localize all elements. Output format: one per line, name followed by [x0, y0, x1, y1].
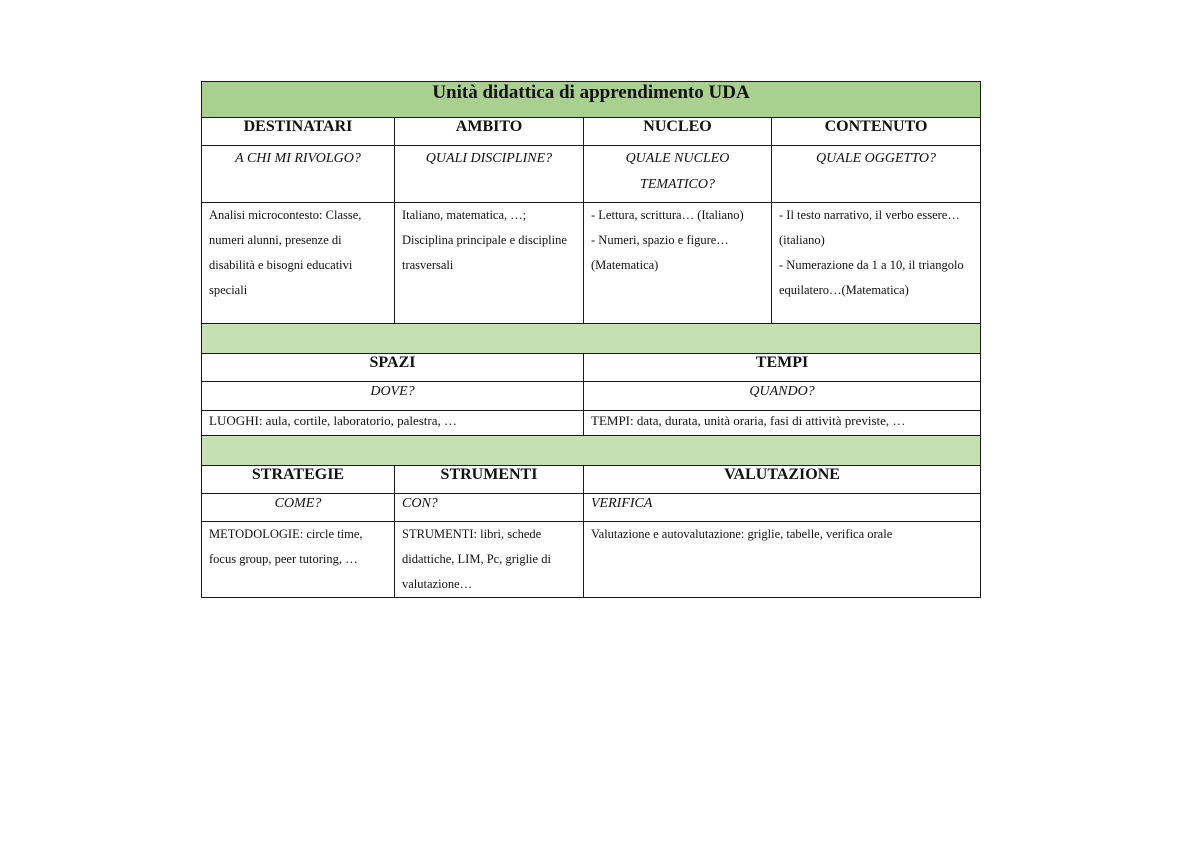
content-contenuto-text-1: - Il testo narrativo, il verbo essere…(italiano) [779, 208, 960, 247]
table-title: Unità didattica di apprendimento UDA [202, 82, 981, 118]
question-strategie: COME? [202, 494, 395, 522]
content-strategie: METODOLOGIE: circle time, focus group, peer tutoring, … [202, 522, 395, 598]
section1-content-row [202, 203, 981, 324]
header-spazi: SPAZI [202, 354, 584, 382]
question-ambito: QUALI DISCIPLINE? [395, 146, 584, 203]
separator-band-1 [202, 324, 981, 354]
uda-table [201, 81, 981, 598]
content-valutazione: Valutazione e autovalutazione: griglie, tabelle, verifica orale [584, 522, 981, 598]
question-spazi: DOVE? [202, 382, 584, 411]
section2-content-row [202, 411, 981, 436]
separator-band-2 [202, 436, 981, 466]
header-tempi: TEMPI [584, 354, 981, 382]
section2-header-row [202, 354, 981, 382]
header-valutazione: VALUTAZIONE [584, 466, 981, 494]
section3-header-row [202, 466, 981, 494]
content-ambito-text: Italiano, matematica, …; Disciplina principale e discipline trasversali [402, 208, 567, 272]
question-valutazione: VERIFICA [584, 494, 981, 522]
content-nucleo [584, 203, 772, 324]
section3-question-row [202, 494, 981, 522]
question-strumenti: CON? [395, 494, 584, 522]
question-nucleo: QUALE NUCLEO TEMATICO? [584, 146, 772, 203]
header-contenuto: CONTENUTO [772, 118, 981, 146]
section2-question-row [202, 382, 981, 411]
section1-header-row [202, 118, 981, 146]
header-strumenti: STRUMENTI [395, 466, 584, 494]
content-strumenti: STRUMENTI: libri, schede didattiche, LIM, Pc, griglie di valutazione… [395, 522, 584, 598]
section1-question-row [202, 146, 981, 203]
question-contenuto: QUALE OGGETTO? [772, 146, 981, 203]
content-contenuto [772, 203, 981, 324]
content-tempi: TEMPI: data, durata, unità oraria, fasi di attività previste, … [584, 411, 981, 436]
header-strategie: STRATEGIE [202, 466, 395, 494]
question-tempi: QUANDO? [584, 382, 981, 411]
title-row [202, 82, 981, 118]
question-destinatari: A CHI MI RIVOLGO? [202, 146, 395, 203]
content-nucleo-text-1: - Lettura, scrittura… (Italiano) [591, 208, 744, 222]
content-destinatari [202, 203, 395, 324]
header-destinatari: DESTINATARI [202, 118, 395, 146]
content-contenuto-text-2: - Numerazione da 1 a 10, il triangolo equilatero…(Matematica) [779, 258, 964, 297]
content-ambito [395, 203, 584, 324]
header-ambito: AMBITO [395, 118, 584, 146]
header-nucleo: NUCLEO [584, 118, 772, 146]
content-spazi: LUOGHI: aula, cortile, laboratorio, palestra, … [202, 411, 584, 436]
content-destinatari-text: Analisi microcontesto: Classe, numeri alunni, presenze di disabilità e bisogni educativi speciali [209, 208, 362, 297]
section3-content-row [202, 522, 981, 598]
content-nucleo-text-2: - Numeri, spazio e figure… (Matematica) [591, 233, 729, 272]
